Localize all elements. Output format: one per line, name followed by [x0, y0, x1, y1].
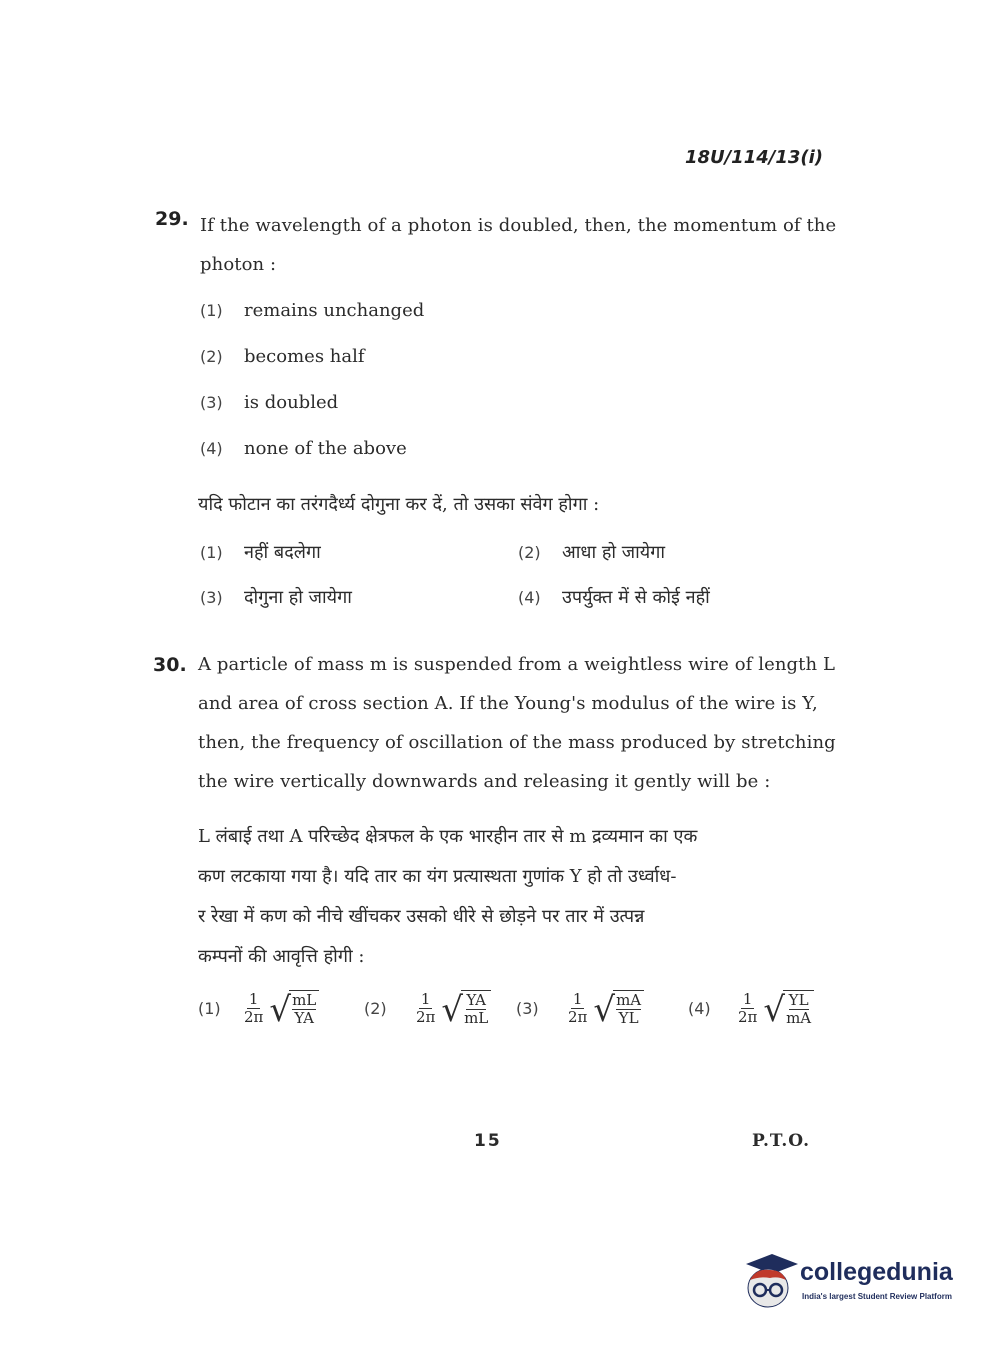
option-number: (1): [198, 999, 221, 1018]
question-text: [200, 206, 836, 284]
radicand-numerator: mL: [292, 991, 317, 1009]
brand-name: collegedunia: [800, 1258, 953, 1286]
fraction-numerator: 1: [420, 990, 431, 1008]
fraction: [416, 991, 435, 1026]
root-sign-icon: √: [441, 990, 464, 1030]
question-line: कम्पनों की आवृत्ति होगी :: [198, 946, 365, 967]
square-root: [593, 990, 644, 1030]
question-line: L लंबाई तथा A परिच्छेद क्षेत्रफल के एक भारहीन तार से m द्रव्यमान का एक: [198, 826, 698, 847]
option-number: (4): [518, 588, 541, 607]
question-line: If the wavelength of a photon is doubled, then, the momentum of the: [200, 215, 837, 236]
option-number: (1): [200, 543, 223, 562]
option-text: is doubled: [244, 392, 339, 413]
option-number: (4): [688, 999, 711, 1018]
option-text: becomes half: [244, 346, 365, 367]
question-line: then, the frequency of oscillation of the mass produced by stretching: [198, 732, 836, 753]
radicand-numerator: YL: [788, 991, 809, 1009]
fraction-numerator: 1: [248, 990, 259, 1008]
radicand-numerator: mA: [616, 991, 642, 1009]
square-root: [763, 990, 814, 1030]
question-line: कण लटकाया गया है। यदि तार का यंग प्रत्यास्थता गुणांक Y हो तो उर्ध्वाध-: [198, 866, 677, 887]
radicand-denominator: mL: [464, 1009, 489, 1027]
brand-tagline: India's largest Student Review Platform: [802, 1292, 952, 1301]
radicand-numerator: YA: [466, 991, 486, 1009]
option-number: (2): [364, 999, 387, 1018]
option[interactable]: [200, 392, 424, 438]
hindi-option[interactable]: [200, 585, 352, 609]
option-list: [200, 300, 424, 484]
question-line: A particle of mass m is suspended from a weightless wire of length L: [198, 654, 836, 675]
option-number: (2): [200, 347, 223, 366]
root-sign-icon: √: [269, 990, 292, 1030]
option-text: नहीं बदलेगा: [244, 542, 321, 563]
radicand-denominator: YA: [294, 1009, 314, 1027]
radicand-denominator: YL: [618, 1009, 639, 1027]
option-number: (3): [200, 393, 223, 412]
paper-code: 18U/114/13(i): [684, 147, 823, 168]
question-number: 29.: [155, 208, 189, 230]
option[interactable]: [200, 300, 424, 346]
square-root: [269, 990, 319, 1030]
option-text: remains unchanged: [244, 300, 425, 321]
option-number: (3): [516, 999, 539, 1018]
question-text: [198, 645, 836, 801]
pto-label: P.T.O.: [752, 1131, 810, 1151]
option-text: none of the above: [244, 438, 407, 459]
option-text: उपर्युक्त में से कोई नहीं: [562, 587, 710, 608]
formula-option[interactable]: [364, 990, 491, 1030]
square-root: [441, 990, 491, 1030]
formula-option[interactable]: [688, 990, 814, 1030]
hindi-question-text: यदि फोटान का तरंगदैर्ध्य दोगुना कर दें, तो उसका संवेग होगा :: [198, 494, 600, 515]
fraction-denominator: 2π: [738, 1008, 758, 1026]
fraction-denominator: 2π: [244, 1008, 264, 1026]
option[interactable]: [200, 346, 424, 392]
option-text: आधा हो जायेगा: [562, 542, 666, 563]
hindi-option[interactable]: [518, 585, 710, 609]
option-number: (3): [200, 588, 223, 607]
root-sign-icon: √: [593, 990, 616, 1030]
fraction-numerator: 1: [572, 990, 583, 1008]
collegedunia-watermark: [742, 1250, 972, 1310]
fraction-denominator: 2π: [416, 1008, 436, 1026]
option[interactable]: [200, 438, 424, 484]
fraction: [738, 991, 757, 1026]
fraction: [244, 991, 263, 1026]
root-sign-icon: √: [763, 990, 786, 1030]
mascot-icon: [742, 1250, 798, 1310]
question-line: र रेखा में कण को नीचे खींचकर उसको धीरे से छोड़ने पर तार में उत्पन्न: [198, 906, 645, 927]
option-number: (2): [518, 543, 541, 562]
question-number: 30.: [153, 654, 187, 676]
page-number: 15: [474, 1131, 502, 1151]
radicand-denominator: mA: [786, 1009, 812, 1027]
option-text: दोगुना हो जायेगा: [244, 587, 352, 608]
question-line: photon :: [200, 254, 277, 275]
hindi-question-text: [198, 817, 697, 977]
option-number: (4): [200, 439, 223, 458]
question-line: and area of cross section A. If the Young's modulus of the wire is Y,: [198, 693, 818, 714]
fraction-denominator: 2π: [568, 1008, 588, 1026]
formula-option[interactable]: [198, 990, 319, 1030]
fraction: [568, 991, 587, 1026]
hindi-option[interactable]: [200, 540, 321, 564]
formula-option[interactable]: [516, 990, 644, 1030]
hindi-option[interactable]: [518, 540, 665, 564]
option-number: (1): [200, 301, 223, 320]
question-line: the wire vertically downwards and releasing it gently will be :: [198, 771, 771, 792]
fraction-numerator: 1: [742, 990, 753, 1008]
